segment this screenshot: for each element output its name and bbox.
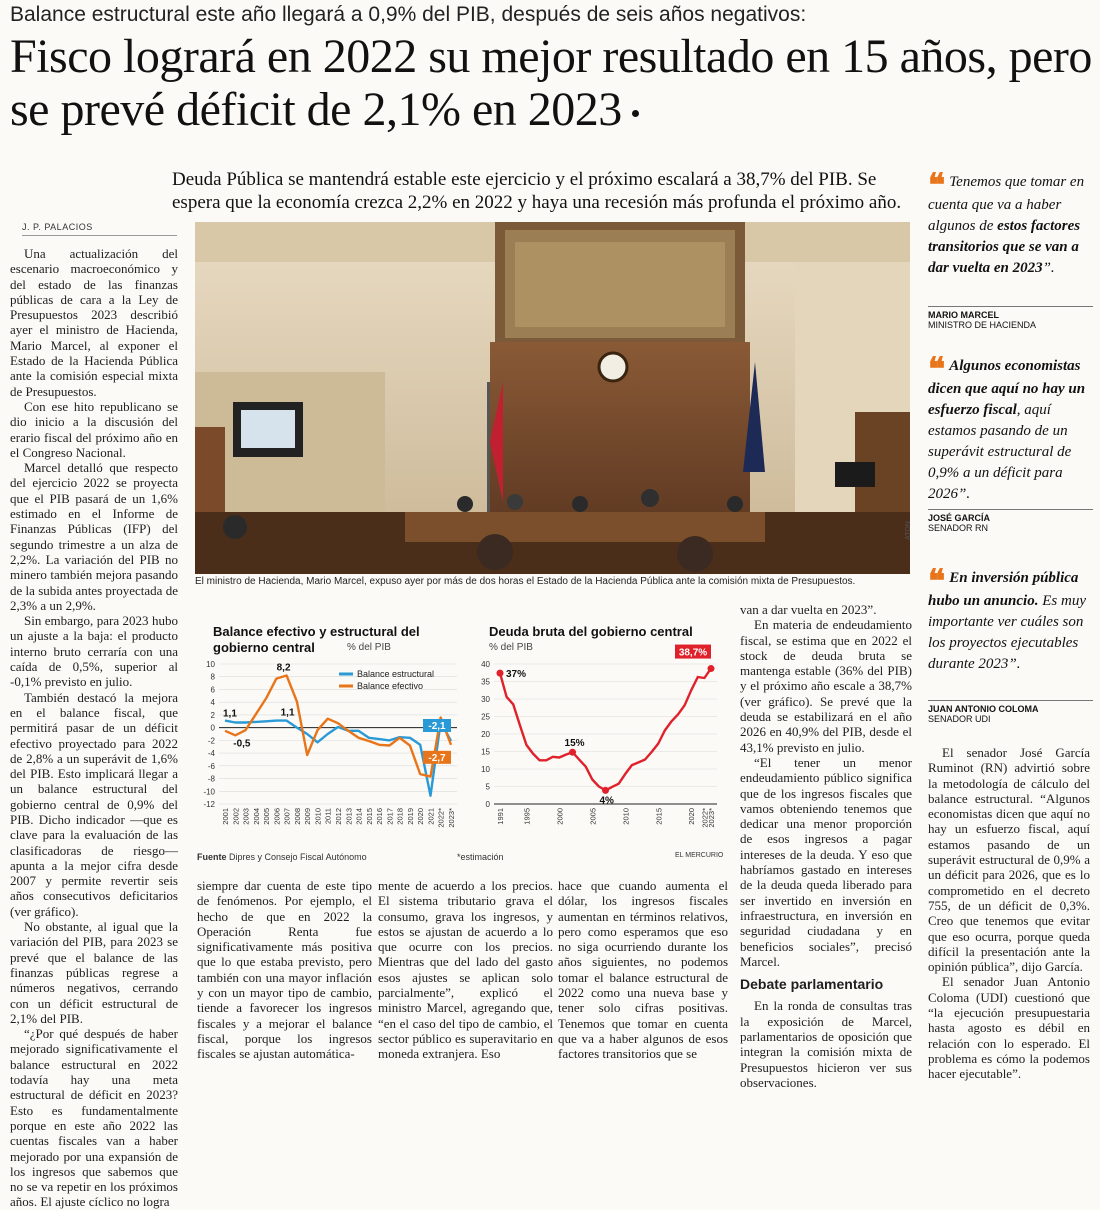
paragraph: van a dar vuelta en 2023”.	[740, 602, 877, 617]
y-tick-label: 8	[210, 672, 215, 682]
data-label: 8,2	[276, 662, 291, 674]
paragraph: Marcel detalló que respecto del ejercicio 2022 se proyecta que el PIB pasará de un 1,6% estimado en el Informe de Finanzas Públicas (IFP) del segundo trimestre a un alza de 2,2%. La variación del PIB no minero también mejora pasando de la subida antes proyectada de 2,3% a un 2,9%.	[10, 460, 178, 613]
x-tick-label: 2019	[405, 808, 415, 825]
paragraph: mente de acuerdo a los precios. El sistema tributario grava el consumo, grava los ingresos, y estos se ajustan de acuerdo a lo que ocurre con los precios. Mientras que del lado del gasto esos ajustes se aplican solo parcialmente”, explicó el ministro Marcel, agregando que, “en el caso del tipo de cambio, el sector público es superavitario en moneda extranjera. Eso	[378, 878, 553, 1062]
article-column-4	[558, 878, 728, 1062]
value-badge-label: 38,7%	[678, 647, 708, 659]
x-tick-label: 2022*	[700, 808, 710, 828]
quote-bold-text: Algunos economistas dicen que aquí no hay un esfuerzo fiscal	[928, 358, 1086, 418]
x-tick-label: 1991	[496, 808, 505, 825]
kicker: Balance estructural este año llegará a 0,9% del PIB, después de seis años negativos:	[10, 3, 807, 26]
x-tick-label: 2018	[395, 808, 405, 825]
data-point	[708, 665, 715, 672]
chart1-ylabel: % del PIB	[347, 642, 391, 653]
data-point	[602, 787, 609, 794]
y-tick-label: -2	[207, 736, 215, 746]
x-tick-label: 1995	[522, 808, 532, 825]
y-tick-label: 30	[481, 695, 490, 704]
paragraph: También destacó la mejora en el balance fiscal, que permitirá pasar de un déficit efectivo proyectado para 2022 de 2,8% a un superávit de 1,6% del PIB. Esto implicará llegar a un balance estructural del gobierno central de 0,9% del PIB. Dicho indicador —que es clave para la evaluación de las clasificadoras de riesgo— apunta a la mejor cifra desde 2007 y permite revertir seis años consecutivos deficitarios (ver gráfico).	[10, 689, 178, 919]
headline-text: Fisco logrará en 2022 su mejor resultado en 15 años, pero se prevé déficit de 2,1% en 2023	[10, 30, 1092, 136]
pull-quote-2	[928, 350, 1093, 505]
y-tick-label: 10	[206, 660, 215, 669]
data-point	[497, 670, 504, 677]
quote-mark-icon: ❝	[928, 166, 946, 204]
paragraph: Con ese hito republicano se dio inicio a la discusión del erario fiscal del próximo año en el Congreso Nacional.	[10, 398, 178, 460]
x-tick-label: 2006	[272, 808, 282, 825]
value-badge-label: -2,1	[428, 721, 446, 732]
quote-text: Es muy importante ver cuáles son los proyectos ejecutables durante 2023”.	[928, 593, 1086, 672]
paragraph: Una actualización del escenario macroeconómico y del estado de las finanzas públicas de cara a la Ley de Presupuestos 2023 describió ayer el ministro de Hacienda, Mario Marcel, al exponer el Estado de la Hacienda Pública ante la comisión especial mixta de Presupuestos.	[10, 246, 178, 399]
quote-name: MARIO MARCEL	[928, 310, 999, 320]
headline	[10, 30, 1095, 136]
x-tick-label: 2008	[292, 808, 302, 825]
y-tick-label: -8	[207, 774, 215, 784]
x-tick-label: 2010	[313, 808, 323, 825]
chart2-title: Deuda bruta del gobierno central	[489, 624, 693, 639]
paragraph: En materia de endeudamiento fiscal, se estima que en 2022 el stock de deuda bruta se mantenga estable (36% del PIB) y el próximo año escale a 38,7% (ver gráfico). Se prevé que la deuda se estabilizará en el año 2026 en 40,9% del PIB, desde el 43,1% previsto en julio.	[740, 617, 912, 755]
x-tick-label: 2001	[221, 808, 230, 825]
pull-quote-3	[928, 562, 1093, 675]
article-column-2	[197, 878, 372, 1062]
chart2-ylabel: % del PIB	[489, 642, 533, 653]
data-label: 1,1	[280, 707, 295, 719]
article-column-1	[10, 246, 178, 1210]
x-tick-label: 2012	[334, 808, 343, 825]
x-tick-label: 2016	[375, 808, 385, 825]
paragraph: El senador José García Ruminot (RN) advirtió sobre la metodología de cálculo del balance estructural. “Algunos economistas dicen que aquí no hay un esfuerzo fiscal, aquí estamos pasando de un superávit estructural de 0,9% a un déficit para 2026, que es lo comprometido en el decreto 755, de un déficit de 0,3%. Creo que tenemos que evitar que eso ocurra, porque queda difícil la presentación ante la opinión pública”, dijo García.	[928, 745, 1090, 975]
pull-quote-1	[928, 166, 1093, 279]
quote-text: ”.	[1042, 260, 1055, 276]
data-label: 37%	[506, 669, 527, 681]
x-tick-label: 2005	[262, 808, 272, 825]
chamber-photo	[195, 222, 910, 574]
x-tick-label: 2023*	[707, 808, 716, 828]
y-tick-label: 4	[210, 698, 215, 708]
paragraph: hace que cuando aumenta el dólar, los ingresos fiscales aumentan en términos relativos, pero como esperamos que eso no siga ocurriendo durante los años siguientes, no podemos tomar el balance estructural de 2022 como una nueva base y tener solo cifras positivas. Tenemos que tomar en cuenta que va a haber algunos de esos factores transitorios que se	[558, 878, 728, 1062]
quote-attribution-2	[928, 509, 1093, 533]
x-tick-label: 2020	[416, 808, 426, 825]
legend-label: Balance estructural	[357, 669, 435, 679]
paragraph: Sin embargo, para 2023 hubo un ajuste a la baja: el producto interno bruto cerraría con una caída de 0,5%, superior al -0,1% previsto en julio.	[10, 613, 178, 690]
x-tick-label: 2000	[555, 808, 565, 825]
value-badge-label: -2,7	[428, 752, 446, 764]
quote-role: MINISTRO DE HACIENDA	[928, 320, 1037, 330]
x-tick-label: 2007	[282, 808, 292, 825]
paragraph: En la ronda de consultas tras la exposición de Marcel, parlamentarios de oposición que integran la comisión mixta de Presupuestos hicieron ver sus observaciones.	[740, 998, 912, 1090]
chamber-photo-illustration	[195, 222, 910, 574]
data-label: 1,1	[223, 708, 237, 720]
y-tick-label: 0	[485, 800, 490, 809]
x-tick-label: 2017	[385, 808, 395, 825]
quote-mark-icon: ❝	[928, 562, 946, 600]
subhead: Deuda Pública se mantendrá estable este ejercicio y el próximo escalará a 38,7% del PIB. Se espera que la economía crezca 2,2% en 2022 y haya una recesión más profunda el próximo año.	[172, 169, 902, 213]
x-tick-label: 2022*	[436, 808, 446, 828]
y-tick-label: -6	[207, 761, 215, 771]
quote-text: , aquí estamos pasando de un superávit estructural de 0,9% a un déficit para 2026”.	[928, 402, 1072, 502]
quote-name: JOSÉ GARCÍA	[928, 513, 991, 523]
paragraph: siempre dar cuenta de este tipo de fenómenos. Por ejemplo, el hecho de que en 2022 la Operación Renta fue significativamente más positiva que lo que estaba previsto, pero también con una mayor inflación y con un mayor tipo de cambio, tiende a favorecer los ingresos fiscales y a mejorar el balance fiscal, porque los ingresos fiscales se ajustan automática-	[197, 878, 372, 1062]
y-tick-label: 10	[481, 765, 490, 774]
y-tick-label: 0	[210, 723, 215, 733]
chart1-title: Balance efectivo y estructural del gobierno central	[213, 624, 420, 655]
chart-source	[197, 852, 367, 862]
x-tick-label: 2003	[241, 808, 251, 825]
data-label: -0,5	[233, 738, 251, 750]
article-column-6	[928, 745, 1090, 1082]
x-tick-label: 2015	[654, 808, 664, 825]
series-line	[225, 721, 451, 796]
chart-note: *estimación	[457, 852, 504, 862]
y-tick-label: -10	[203, 787, 215, 797]
quote-mark-icon: ❝	[928, 350, 946, 388]
y-tick-label: 6	[210, 685, 215, 695]
y-tick-label: 25	[481, 712, 490, 722]
y-tick-label: 5	[485, 782, 490, 792]
x-tick-label: 2020	[687, 808, 697, 825]
source-text: Dipres y Consejo Fiscal Autónomo	[229, 852, 367, 862]
photo-credit: ATON	[905, 521, 912, 540]
x-tick-label: 2005	[588, 808, 598, 825]
x-tick-label: 2015	[364, 808, 374, 825]
y-tick-label: 40	[481, 660, 490, 669]
chart-brand: EL MERCURIO	[675, 852, 724, 859]
y-tick-label: -4	[207, 749, 215, 759]
paragraph: No obstante, al igual que la variación del PIB, para 2023 se prevé que el balance de las finanzas públicas regrese a números negativos, cerrando con un déficit estructural de 2,1% del PIB.	[10, 919, 178, 1026]
headline-end-bullet	[632, 110, 639, 117]
quote-bold-text: estos factores transitorios que se van a dar vuelta en 2023	[928, 218, 1081, 276]
x-tick-label: 2021	[426, 808, 436, 825]
data-point	[569, 749, 576, 756]
y-tick-label: 20	[481, 730, 490, 739]
section-heading: Debate parlamentario	[740, 976, 884, 993]
byline: J. P. PALACIOS	[22, 222, 177, 236]
quote-bold-text: En inversión pública hubo un anuncio.	[928, 570, 1079, 609]
quote-name: JUAN ANTONIO COLOMA	[928, 704, 1039, 714]
quote-role: SENADOR RN	[928, 523, 989, 533]
article-column-5	[740, 602, 912, 1090]
x-tick-label: 2014	[354, 808, 364, 825]
article-column-3	[378, 878, 553, 1062]
charts-panel	[195, 602, 727, 870]
paragraph: “¿Por qué después de haber mejorado significativamente el balance estructural en 2022 todavía hay una meta estructural de déficit en 2023? Esto es fundamentalmente porque en este año 2022 las cuentas fiscales van a haber mejorado por una expansión de los ingresos que sabemos que no se va repetir en los próximos años. El ajuste cíclico no logra	[10, 1026, 178, 1210]
paragraph: El senador Juan Antonio Coloma (UDI) cuestionó que “la ejecución presupuestaria hasta agosto es débil en relación con lo esperado. El problema es cómo la podemos hacer ejecutable”.	[928, 974, 1090, 1082]
x-tick-label: 2010	[621, 808, 631, 825]
x-tick-label: 2009	[303, 808, 313, 825]
quote-text: Tenemos que tomar en cuenta que va a haber algunos de	[928, 174, 1085, 234]
data-label: 15%	[564, 738, 585, 750]
y-tick-label: 15	[481, 747, 490, 757]
y-tick-label: -12	[203, 800, 215, 809]
photo-caption: El ministro de Hacienda, Mario Marcel, expuso ayer por más de dos horas el Estado de la Hacienda Pública ante la comisión mixta de Presupuestos.	[195, 576, 856, 587]
x-tick-label: 2023*	[447, 808, 456, 828]
balance-chart	[195, 658, 470, 853]
quote-role: SENADOR UDI	[928, 714, 991, 724]
y-tick-label: 35	[481, 677, 490, 687]
quote-attribution-3	[928, 700, 1093, 724]
x-tick-label: 2004	[251, 808, 261, 825]
data-label: 4%	[599, 795, 614, 807]
source-label: Fuente	[197, 852, 227, 862]
quote-attribution-1	[928, 306, 1093, 330]
x-tick-label: 2002	[231, 808, 241, 825]
y-tick-label: 2	[210, 710, 215, 720]
x-tick-label: 2011	[323, 808, 333, 825]
legend-label: Balance efectivo	[357, 681, 424, 691]
x-tick-label: 2013	[344, 808, 354, 825]
debt-line	[500, 669, 711, 791]
paragraph: “El tener un menor endeudamiento público significa que de los ingresos fiscales que vamos obteniendo tenemos que dedicar una menor proporción de esos ingresos a pagar intereses de la deuda. Y eso que habríamos gastado en intereses de la deuda queda liberado para ser invertido en inversión en infraestructura, en inversión en seguridad ciudadana y en beneficios sociales”, precisó Marcel.	[740, 754, 912, 969]
